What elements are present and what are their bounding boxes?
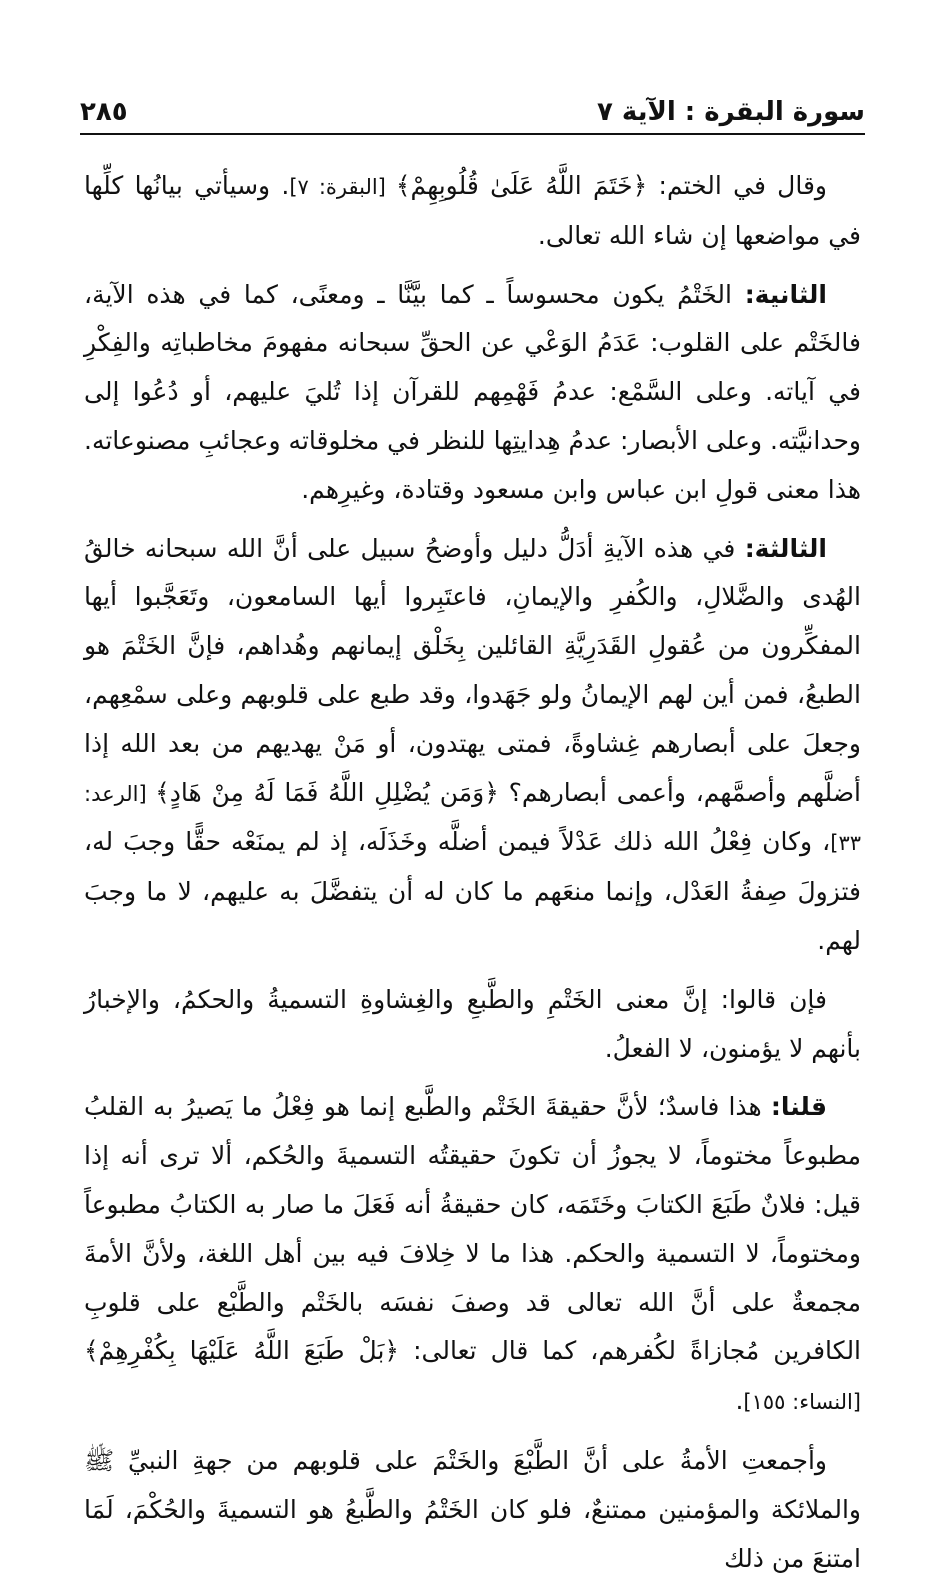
paragraph-6 bbox=[84, 1437, 861, 1583]
quran-verse: ﴿بَلْ طَبَعَ اللَّهُ عَلَيْهَا بِكُفْرِهِمْ﴾ bbox=[84, 1336, 400, 1366]
chapter-title: سورة البقرة : الآية ٧ bbox=[597, 97, 865, 127]
quran-verse: ﴿وَمَن يُضْلِلِ اللَّهُ فَمَا لَهُ مِنْ هَادٍ﴾ bbox=[155, 777, 499, 807]
page-number: ٢٨٥ bbox=[80, 97, 128, 127]
paragraph-5 bbox=[84, 1083, 861, 1427]
paragraph-2 bbox=[84, 271, 861, 515]
paragraph-text: في هذه الآيةِ أدَلُّ دليل وأوضحُ سبيل على أنَّ الله سبحانه خالقُ الهُدى والضَّلالِ، والكُفرِ والإيمانِ، فاعتَبِروا أيها السامعون، وتَعَجَّبوا أيها المفكِّرون من عُقولِ القَدَرِيَّةِ القائلين بِخَلْق إيمانهم وهُداهم، فإنَّ الخَتْمَ هو الطبعُ، فمن أين لهم الإيمانُ ولو جَهَدوا، وقد طبع على قلوبهم وعلى سمْعِهم، وجعلَ على أبصارهم غِشاوةً، فمتى يهتدون، أو مَنْ يهديهم من بعد الله إذا أضلَّهم وأصمَّهم، وأعمى أبصارهم؟ bbox=[84, 533, 861, 807]
running-header bbox=[80, 92, 865, 132]
verse-reference: [الرعد: ٣٣] bbox=[84, 781, 861, 856]
paragraph-text: فإن قالوا: إنَّ معنى الخَتْمِ والطَّبعِ والغِشاوةِ التسميةُ والحكمُ، والإخبارُ بأنهم لا يؤمنون، لا الفعلُ. bbox=[84, 984, 861, 1063]
section-lead: الثالثة: bbox=[744, 533, 827, 563]
paragraph-text: . bbox=[735, 1386, 744, 1416]
paragraph-1 bbox=[84, 162, 861, 261]
paragraph-text: الخَتْمُ يكون محسوساً ـ كما بيَّنَّا ـ ومعنًى، كما في هذه الآية، فالخَتْم على القلوب: عَدَمُ الوَعْي عن الحقِّ سبحانه مفهومَ مخاطباتِه والفِكْرِ في آياته. وعلى السَّمْع: عدمُ فَهْمِهم للقرآن إذا تُليَ عليهم، أو دُعُوا إلى وحدانيَّته. وعلى الأبصار: عدمُ هِدايتِها للنظر في مخلوقاته وعجائبِ مصنوعاته. هذا معنى قولِ ابن عباس وابن مسعود وقتادة، وغيرِهم. bbox=[84, 279, 861, 504]
section-lead: الثانية: bbox=[744, 279, 827, 309]
header-divider bbox=[80, 133, 865, 135]
paragraph-text: ، وكان فِعْلُ الله ذلك عَدْلاً فيمن أضلَّه وخَذَلَه، إذ لم يمنَعْه حقًّا وجبَ له، فتزولَ صِفةُ العَدْل، وإنما منعَهم ما كان له أن يتفضَّلَ به عليهم، لا ما وجبَ لهم. bbox=[84, 827, 861, 955]
paragraph-4 bbox=[84, 976, 861, 1074]
paragraph-text: . وسيأتي بيانُها كلِّها في مواضعها إن شاء الله تعالى. bbox=[84, 171, 861, 250]
section-lead: قلنا: bbox=[770, 1092, 827, 1122]
verse-reference: [البقرة: ٧] bbox=[289, 175, 396, 199]
verse-reference: [النساء: ١٥٥] bbox=[743, 1390, 861, 1415]
page-body bbox=[84, 162, 861, 1593]
paragraph-3 bbox=[84, 525, 861, 966]
quran-verse: ﴿خَتَمَ اللَّهُ عَلَىٰ قُلُوبِهِمْ﴾ bbox=[395, 171, 648, 200]
paragraph-text: هذا فاسدٌ؛ لأنَّ حقيقةَ الخَتْم والطَّبع إنما هو فِعْلُ ما يَصيرُ به القلبُ مطبوعاً مختوماً، لا يجوزُ أن تكونَ حقيقتُه التسميةَ والحُكم، ألا ترى أنه إذا قيل: فلانٌ طَبَعَ الكتابَ وخَتَمَه، كان حقيقةُ أنه فَعَلَ ما صار به الكتابُ مطبوعاً ومختوماً، لا التسمية والحكم. هذا ما لا خِلافَ فيه بين أهل اللغة، ولأنَّ الأمةَ مجمعةٌ على أنَّ الله تعالى قد وصفَ نفسَه بالخَتْم والطَّبْع على قلوبِ الكافرين مُجازاةً لكُفرهم، كما قال تعالى: bbox=[84, 1092, 862, 1366]
paragraph-text: وقال في الختم: bbox=[647, 171, 827, 200]
paragraph-text: وأجمعتِ الأمةُ على أنَّ الطَّبْعَ والخَتْمَ على قلوبهم من جهةِ النبيِّ ﷺ والملائكة والمؤمنين ممتنعٌ، فلو كان الخَتْمُ والطَّبعُ هو التسميةَ والحُكْمَ، لَمَا امتنعَ من ذلك bbox=[84, 1445, 861, 1573]
